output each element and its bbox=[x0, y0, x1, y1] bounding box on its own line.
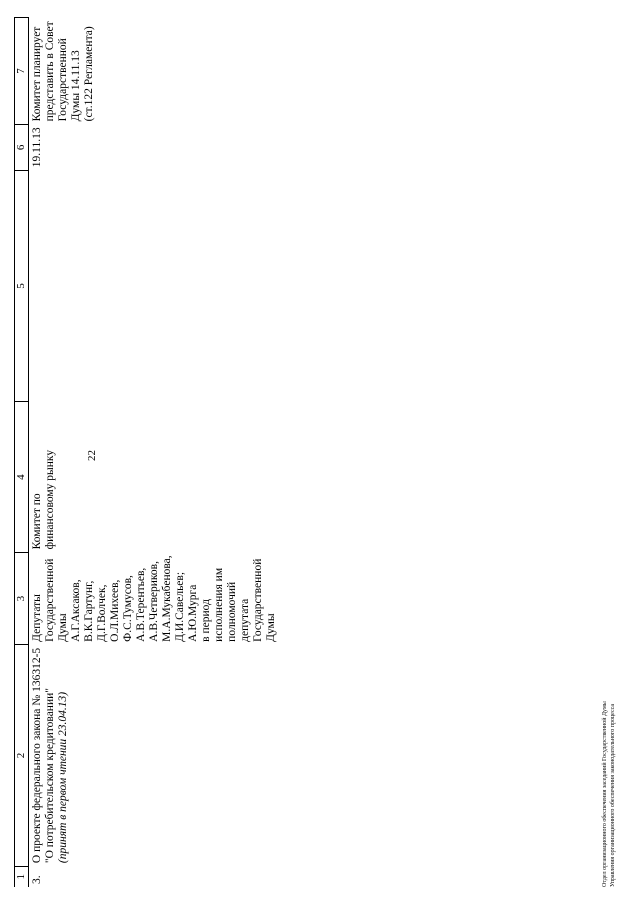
footer-line: Управления организационного обеспечения законодательного процесса bbox=[610, 703, 616, 887]
author-line: Государственной bbox=[252, 558, 264, 642]
column-number: 5 bbox=[15, 170, 29, 402]
note-line: (ст.122 Регламента) bbox=[83, 26, 95, 122]
author-line: исполнения им bbox=[213, 567, 225, 642]
author-line: Думы bbox=[57, 613, 69, 642]
bill-reading-status: (принят в первом чтении 23.04.13) bbox=[57, 691, 69, 864]
bill-title-cell bbox=[29, 645, 279, 866]
table-row bbox=[29, 18, 279, 888]
author-line: Депутаты bbox=[31, 594, 43, 642]
column-number-row bbox=[15, 18, 29, 888]
row-index: 3. bbox=[29, 866, 279, 887]
committee-line: финансовому рынку bbox=[44, 449, 56, 550]
author-line: А.В.Терентьев, bbox=[135, 567, 147, 642]
author-line: Думы bbox=[265, 613, 277, 642]
page-number: 22 bbox=[86, 450, 98, 461]
column-number: 2 bbox=[15, 645, 29, 866]
bill-name: "О потребительском кредитовании" bbox=[44, 688, 56, 864]
footer bbox=[601, 701, 617, 887]
author-line: А.В.Четвериков, bbox=[148, 561, 160, 642]
date-cell: 19.11.13 bbox=[29, 124, 279, 170]
note-line: Государственной bbox=[57, 38, 69, 122]
column-number: 4 bbox=[15, 402, 29, 553]
note-line: Думы 14.11.13 bbox=[70, 50, 82, 122]
column-number: 3 bbox=[15, 552, 29, 644]
author-line: Д.И.Савельев; bbox=[174, 571, 186, 642]
author-line: полномочий bbox=[226, 581, 238, 642]
author-line: Ф.С.Тумусов, bbox=[122, 575, 134, 642]
author-line: А.Ю.Мурга bbox=[187, 584, 199, 642]
author-line: О.Л.Михеев, bbox=[109, 579, 121, 642]
note-cell bbox=[29, 18, 279, 125]
author-line: А.Г.Аксаков, bbox=[70, 579, 82, 642]
author-line: В.К.Гартунг, bbox=[83, 580, 95, 642]
committee-line: Комитет по bbox=[31, 493, 43, 550]
column-number: 6 bbox=[15, 124, 29, 170]
bills-table bbox=[14, 17, 278, 887]
author-line: Государственной bbox=[44, 558, 56, 642]
footer-line: Отдел организационного обеспечения заседаний Государственной Думы bbox=[602, 701, 608, 887]
column-number: 7 bbox=[15, 18, 29, 125]
column-number: 1 bbox=[15, 866, 29, 887]
note-line: представить в Совет bbox=[44, 21, 56, 122]
author-line: М.А.Мукабенова, bbox=[161, 555, 173, 642]
note-line: Комитет планирует bbox=[31, 26, 43, 122]
empty-cell bbox=[29, 170, 279, 402]
author-line: депутата bbox=[239, 598, 251, 642]
authors-cell bbox=[29, 552, 279, 644]
bill-title: О проекте федерального закона № 136312-5 bbox=[31, 647, 43, 864]
author-line: в период bbox=[200, 599, 212, 642]
committee-cell bbox=[29, 402, 279, 553]
author-line: Д.Г.Волчек, bbox=[96, 584, 108, 642]
